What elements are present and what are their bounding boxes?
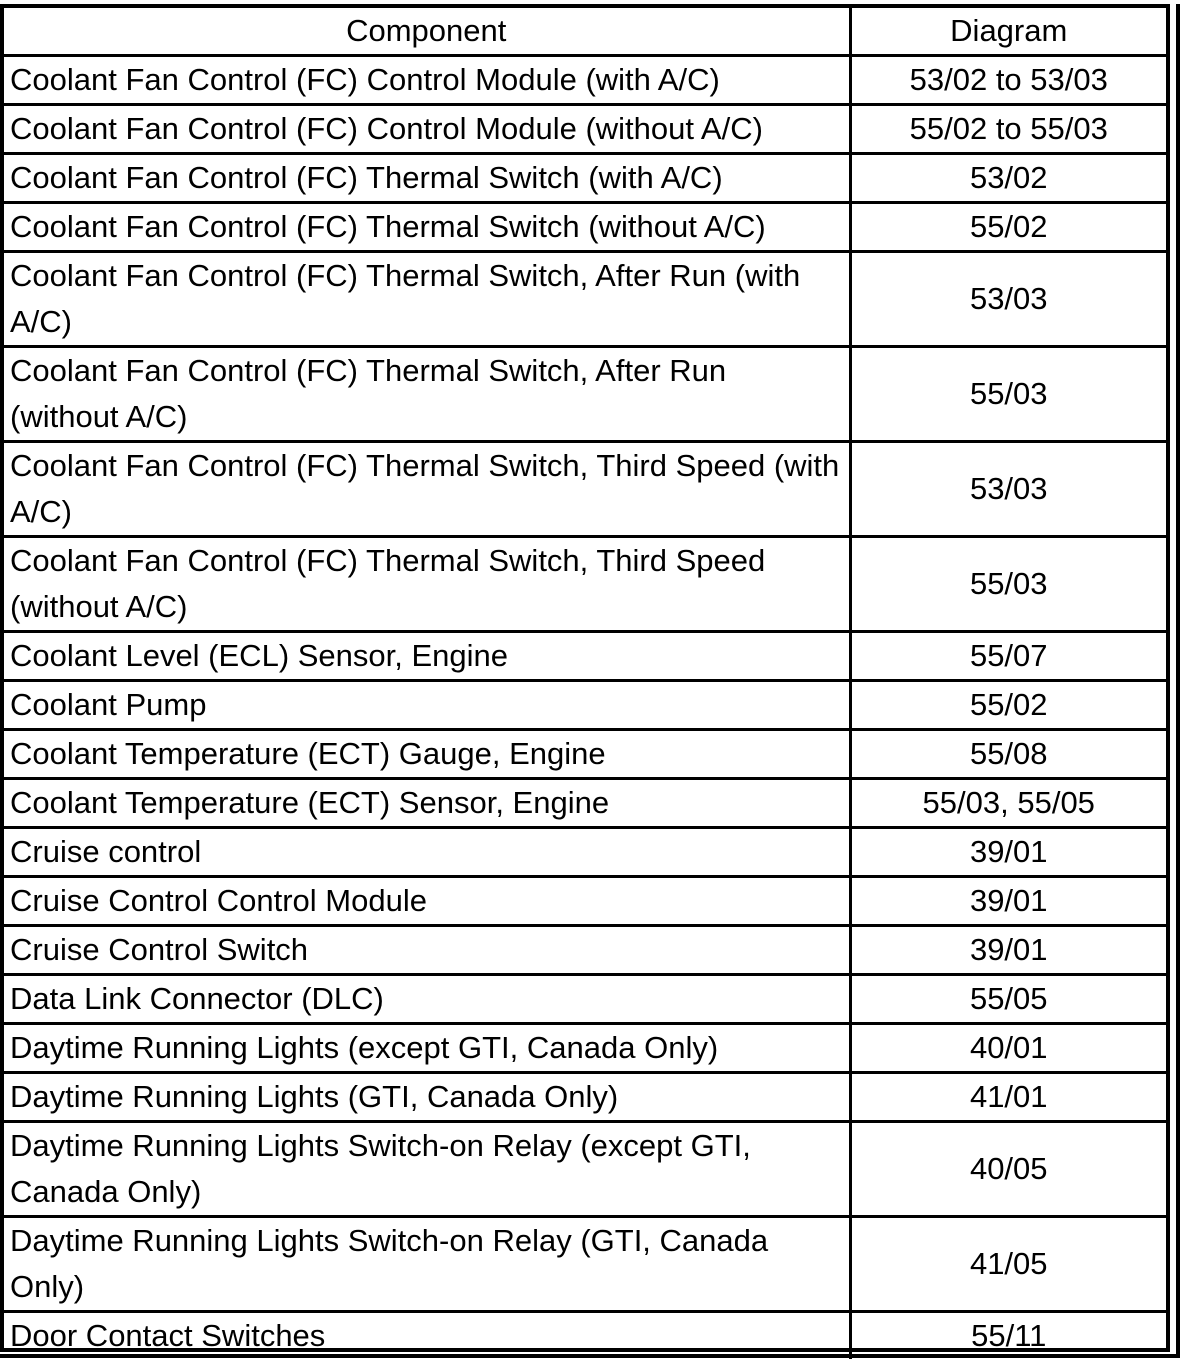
table-row	[4, 1024, 1166, 1073]
diagram-cell: 41/01	[850, 1073, 1166, 1122]
table	[4, 8, 1166, 1359]
diagram-cell: 55/03	[850, 537, 1166, 632]
header-row	[4, 8, 1166, 56]
table-row	[4, 1122, 1166, 1217]
header-diagram: Diagram	[850, 8, 1166, 56]
table-row	[4, 730, 1166, 779]
diagram-cell: 55/02 to 55/03	[850, 105, 1166, 154]
component-cell: Coolant Fan Control (FC) Thermal Switch (with A/C)	[4, 154, 850, 203]
diagram-cell: 40/01	[850, 1024, 1166, 1073]
table-row	[4, 877, 1166, 926]
component-cell: Door Contact Switches	[4, 1312, 850, 1359]
component-cell: Daytime Running Lights Switch-on Relay (GTI, Canada Only)	[4, 1217, 850, 1312]
component-cell: Coolant Fan Control (FC) Thermal Switch, Third Speed (with A/C)	[4, 442, 850, 537]
diagram-cell: 39/01	[850, 926, 1166, 975]
component-cell: Cruise Control Switch	[4, 926, 850, 975]
table-row	[4, 975, 1166, 1024]
table-row	[4, 105, 1166, 154]
shadow-edge-right	[1176, 4, 1180, 1356]
table-row	[4, 1217, 1166, 1312]
table-row	[4, 252, 1166, 347]
shadow-edge-bottom	[0, 1354, 1180, 1358]
component-cell: Cruise Control Control Module	[4, 877, 850, 926]
table-row	[4, 681, 1166, 730]
diagram-cell: 55/03, 55/05	[850, 779, 1166, 828]
table-row	[4, 203, 1166, 252]
diagram-cell: 55/05	[850, 975, 1166, 1024]
table-row	[4, 779, 1166, 828]
diagram-cell: 53/03	[850, 252, 1166, 347]
diagram-cell: 55/03	[850, 347, 1166, 442]
component-cell: Coolant Fan Control (FC) Thermal Switch (without A/C)	[4, 203, 850, 252]
component-cell: Coolant Fan Control (FC) Thermal Switch, Third Speed (without A/C)	[4, 537, 850, 632]
diagram-cell: 39/01	[850, 828, 1166, 877]
component-cell: Daytime Running Lights (except GTI, Canada Only)	[4, 1024, 850, 1073]
diagram-cell: 55/02	[850, 681, 1166, 730]
component-cell: Daytime Running Lights (GTI, Canada Only)	[4, 1073, 850, 1122]
diagram-cell: 39/01	[850, 877, 1166, 926]
component-cell: Coolant Fan Control (FC) Control Module (without A/C)	[4, 105, 850, 154]
component-cell: Coolant Fan Control (FC) Control Module (with A/C)	[4, 56, 850, 105]
table-row	[4, 154, 1166, 203]
component-cell: Coolant Fan Control (FC) Thermal Switch, After Run (with A/C)	[4, 252, 850, 347]
component-cell: Coolant Temperature (ECT) Sensor, Engine	[4, 779, 850, 828]
table-row	[4, 926, 1166, 975]
component-cell: Coolant Pump	[4, 681, 850, 730]
table-row	[4, 56, 1166, 105]
diagram-cell: 55/08	[850, 730, 1166, 779]
table-row	[4, 442, 1166, 537]
component-cell: Daytime Running Lights Switch-on Relay (except GTI, Canada Only)	[4, 1122, 850, 1217]
diagram-cell: 53/03	[850, 442, 1166, 537]
component-diagram-table	[0, 4, 1170, 1352]
diagram-cell: 53/02	[850, 154, 1166, 203]
diagram-cell: 55/11	[850, 1312, 1166, 1359]
table-row	[4, 347, 1166, 442]
table-row	[4, 828, 1166, 877]
table-row	[4, 1073, 1166, 1122]
component-cell: Data Link Connector (DLC)	[4, 975, 850, 1024]
table-row	[4, 537, 1166, 632]
diagram-cell: 55/07	[850, 632, 1166, 681]
component-cell: Coolant Temperature (ECT) Gauge, Engine	[4, 730, 850, 779]
diagram-cell: 53/02 to 53/03	[850, 56, 1166, 105]
diagram-cell: 40/05	[850, 1122, 1166, 1217]
table-row	[4, 1312, 1166, 1359]
component-cell: Coolant Level (ECL) Sensor, Engine	[4, 632, 850, 681]
header-component: Component	[4, 8, 850, 56]
component-cell: Cruise control	[4, 828, 850, 877]
diagram-cell: 55/02	[850, 203, 1166, 252]
diagram-cell: 41/05	[850, 1217, 1166, 1312]
component-cell: Coolant Fan Control (FC) Thermal Switch, After Run (without A/C)	[4, 347, 850, 442]
table-row	[4, 632, 1166, 681]
